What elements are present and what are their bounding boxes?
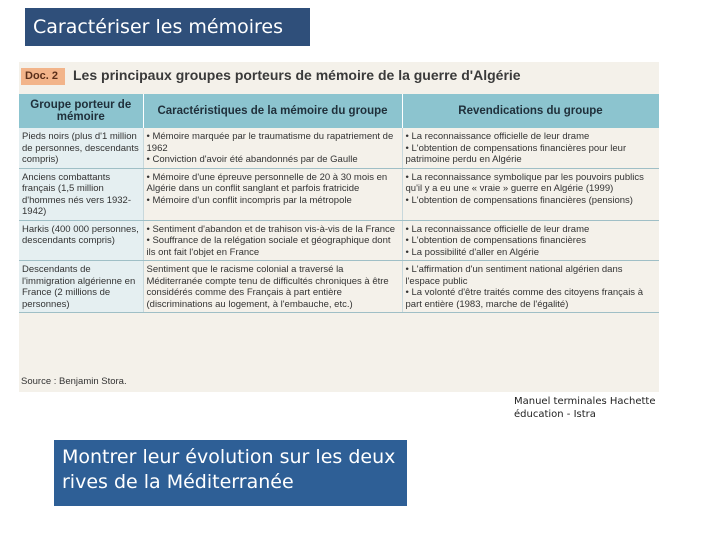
list-item: • Souffrance de la relégation sociale et géographique dont ils ont fait l'objet en France [147,235,399,258]
traits-cell [143,220,402,261]
claims-cell [402,128,659,168]
claims-cell [402,168,659,220]
traits-cell [143,128,402,168]
document-scan [19,62,659,392]
claims-cell [402,261,659,313]
image-credit: Manuel terminales Hachette éducation - Istra [514,396,656,420]
list-item: • La reconnaissance officielle de leur drame [406,224,656,236]
claims-cell [402,220,659,261]
list-item: • L'affirmation d'un sentiment national algérien dans l'espace public [406,264,656,287]
list-item: • L'obtention de compensations financières [406,235,656,247]
slide-title: Caractériser les mémoires [25,8,310,46]
table-row [19,168,659,220]
traits-cell [143,168,402,220]
list-item: • Conviction d'avoir été abandonnés par de Gaulle [147,154,399,166]
group-cell: Pieds noirs (plus d'1 million de personnes, descendants compris) [19,128,143,168]
list-item: • La possibilité d'aller en Algérie [406,247,656,259]
list-item: • Mémoire marquée par le traumatisme du rapatriement de 1962 [147,131,399,154]
list-item: • Mémoire d'une épreuve personnelle de 20 à 30 mois en Algérie dans un conflit sanglant et parfois fratricide [147,172,399,195]
table-row [19,220,659,261]
traits-cell: Sentiment que le racisme colonial a traversé la Méditerranée compte tenu de difficultés chroniques à être considérés comme des Français à part entière (discriminations au logement, à l'embauche, etc.) [143,261,402,313]
list-item: • Mémoire d'un conflit incompris par la métropole [147,195,399,207]
list-item: • La reconnaissance officielle de leur drame [406,131,656,143]
group-cell: Harkis (400 000 personnes, descendants compris) [19,220,143,261]
header-traits: Caractéristiques de la mémoire du groupe [143,94,402,128]
memory-groups-table [19,94,659,313]
table-row [19,261,659,313]
list-item: • L'obtention de compensations financières pour leur patrimoine perdu en Algérie [406,143,656,166]
objective-text-box: Montrer leur évolution sur les deux rives de la Méditerranée [54,440,407,506]
list-item: • Sentiment d'abandon et de trahison vis-à-vis de la France [147,224,399,236]
document-header [19,66,659,88]
document-title: Les principaux groupes porteurs de mémoire de la guerre d'Algérie [73,67,521,83]
header-group: Groupe porteur de mémoire [19,94,143,128]
document-tag: Doc. 2 [21,68,65,85]
list-item: • La volonté d'être traités comme des citoyens français à part entière (1983, marche de l'égalité) [406,287,656,310]
list-item: • La reconnaissance symbolique par les pouvoirs publics qu'il y a eu une « vraie » guerre en Algérie (1999) [406,172,656,195]
group-cell: Descendants de l'immigration algérienne en France (2 millions de personnes) [19,261,143,313]
document-source: Source : Benjamin Stora. [21,376,127,387]
header-claims: Revendications du groupe [402,94,659,128]
table-row [19,128,659,168]
group-cell: Anciens combattants français (1,5 million d'hommes nés vers 1932-1942) [19,168,143,220]
list-item: • L'obtention de compensations financières (pensions) [406,195,656,207]
table-header-row [19,94,659,128]
